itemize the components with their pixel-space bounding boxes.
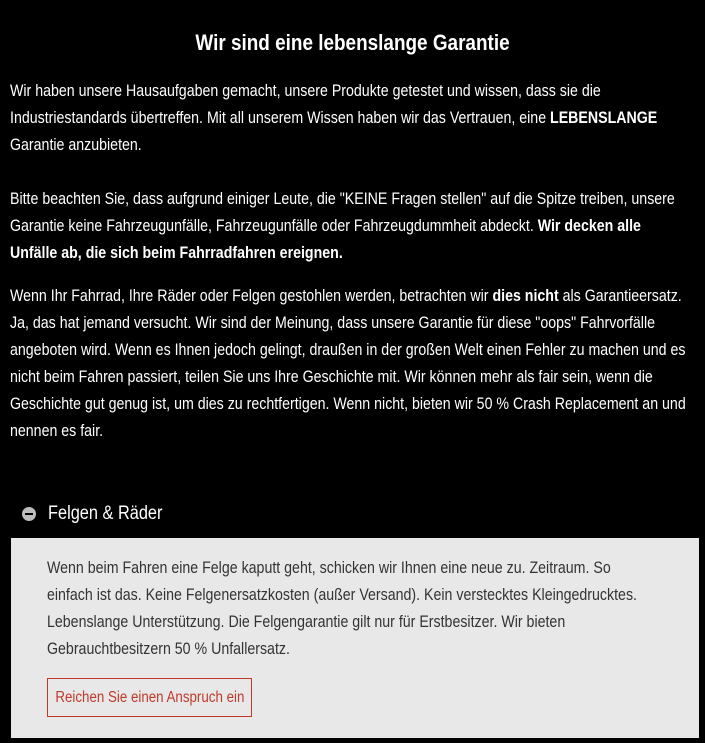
theft-paragraph bbox=[10, 283, 689, 445]
theft-text-end: als Garantieersatz. Ja, das hat jemand versucht. Wir sind der Meinung, dass unsere Garantie für diese "oops" Fahrvorfälle angeboten wird. Wenn es Ihnen jedoch gelingt, draußen in der großen Welt einen Fehler zu machen und es nicht beim Fahren passiert, teilen Sie uns Ihre Geschichte mit. Wir können mehr als fair sein, wenn die Geschichte gut genug ist, um dies zu rechtfertigen. Wenn nicht, bieten wir 50 % Crash Replacement an und nennen es fair. bbox=[10, 287, 686, 440]
page-title: Wir sind eine lebenslange Garantie bbox=[195, 30, 510, 55]
intro-text-end: Garantie anzubieten. bbox=[10, 136, 142, 154]
accordion-panel bbox=[11, 538, 699, 738]
theft-text: Wenn Ihr Fahrrad, Ihre Räder oder Felgen gestohlen werden, betrachten wir bbox=[10, 287, 493, 305]
accordion-header-rims-wheels[interactable] bbox=[22, 503, 181, 525]
accordion-body-text: Wenn beim Fahren eine Felge kaputt geht, schicken wir Ihnen eine neue zu. Zeitraum. So einfach ist das. Keine Felgenersatzkosten (außer Versand). Kein verstecktes Kleingedrucktes. Lebenslange Unterstützung. Die Felgengarantie gilt nur für Erstbesitzer. Wir bieten Gebrauchtbesitzern 50 % Unfallersatz. bbox=[47, 559, 637, 658]
coverage-emphasis: Wir decken alle Unfälle ab, die sich beim Fahrradfahren ereignen. bbox=[10, 217, 641, 262]
submit-claim-label: Reichen Sie einen Anspruch ein bbox=[55, 688, 244, 706]
minus-circle-icon[interactable] bbox=[22, 507, 36, 521]
not-emphasis: dies nicht bbox=[492, 287, 559, 305]
lifetime-emphasis: LEBENSLANGE bbox=[550, 109, 658, 127]
accordion-title: Felgen & Räder bbox=[48, 503, 163, 524]
exclusions-paragraph bbox=[10, 186, 689, 267]
exclusions-text: Bitte beachten Sie, dass aufgrund einiger Leute, die "KEINE Fragen stellen" auf die Spitze treiben, unsere Garantie keine Fahrzeugunfälle, Fahrzeugunfälle oder Fahrzeugdummheit abdeckt. bbox=[10, 190, 675, 235]
intro-text: Wir haben unsere Hausaufgaben gemacht, unsere Produkte getestet und wissen, dass sie die Industriestandards übertreffen. Mit all unserem Wissen haben wir das Vertrauen, eine bbox=[10, 82, 601, 127]
submit-claim-button[interactable] bbox=[47, 678, 252, 717]
intro-paragraph bbox=[10, 78, 689, 159]
